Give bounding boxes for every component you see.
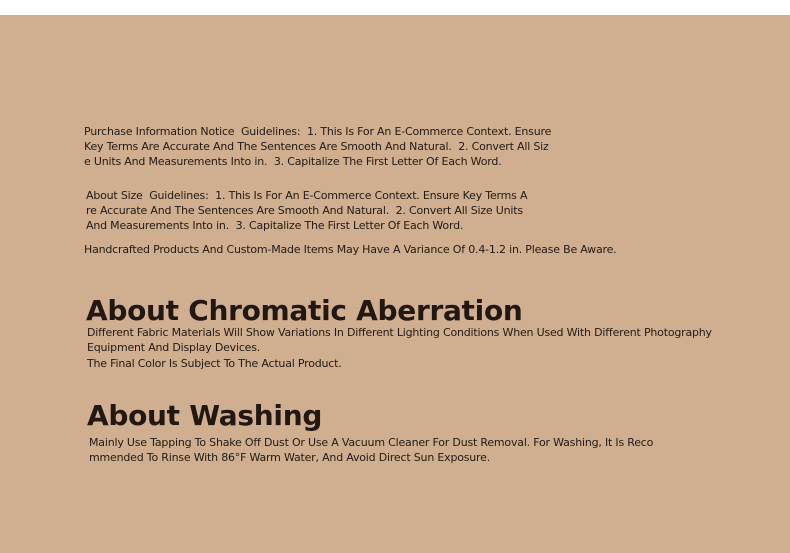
washing-text: Mainly Use Tapping To Shake Off Dust Or Use A Vacuum Cleaner For Dust Removal. For Washing, It Is Recommended To Rinse With 86°F Warm Water, And Avoid Direct Sun Exposure. [89, 436, 654, 464]
product-info-panel [0, 15, 790, 553]
variance-note: Handcrafted Products And Custom-Made Items May Have A Variance Of 0.4-1.2 in. Please Be Aware. [84, 243, 617, 256]
washing-heading: About Washing [87, 399, 323, 432]
purchase-information-notice: Purchase Information Notice Guidelines: 1. This Is For An E-Commerce Context. Ensure Key Terms Are Accurate And The Sentences Are Smooth And Natural. 2. Convert All Size Units And Measurements Into in. 3. Capitalize The First Letter Of Each Word. [84, 125, 555, 168]
chromatic-aberration-text: Different Fabric Materials Will Show Variations In Different Lighting Conditions When Used With Different Photography Equipment And Display Devices. [87, 326, 716, 354]
about-size-notice: About Size Guidelines: 1. This Is For An E-Commerce Context. Ensure Key Terms Are Accurate And The Sentences Are Smooth And Natural. 2. Convert All Size Units And Measurements Into in. 3. Capitalize The First Letter Of Each Word. [86, 189, 528, 232]
chromatic-aberration-heading: About Chromatic Aberration [86, 294, 523, 327]
final-color-note: The Final Color Is Subject To The Actual Product. [87, 357, 342, 370]
